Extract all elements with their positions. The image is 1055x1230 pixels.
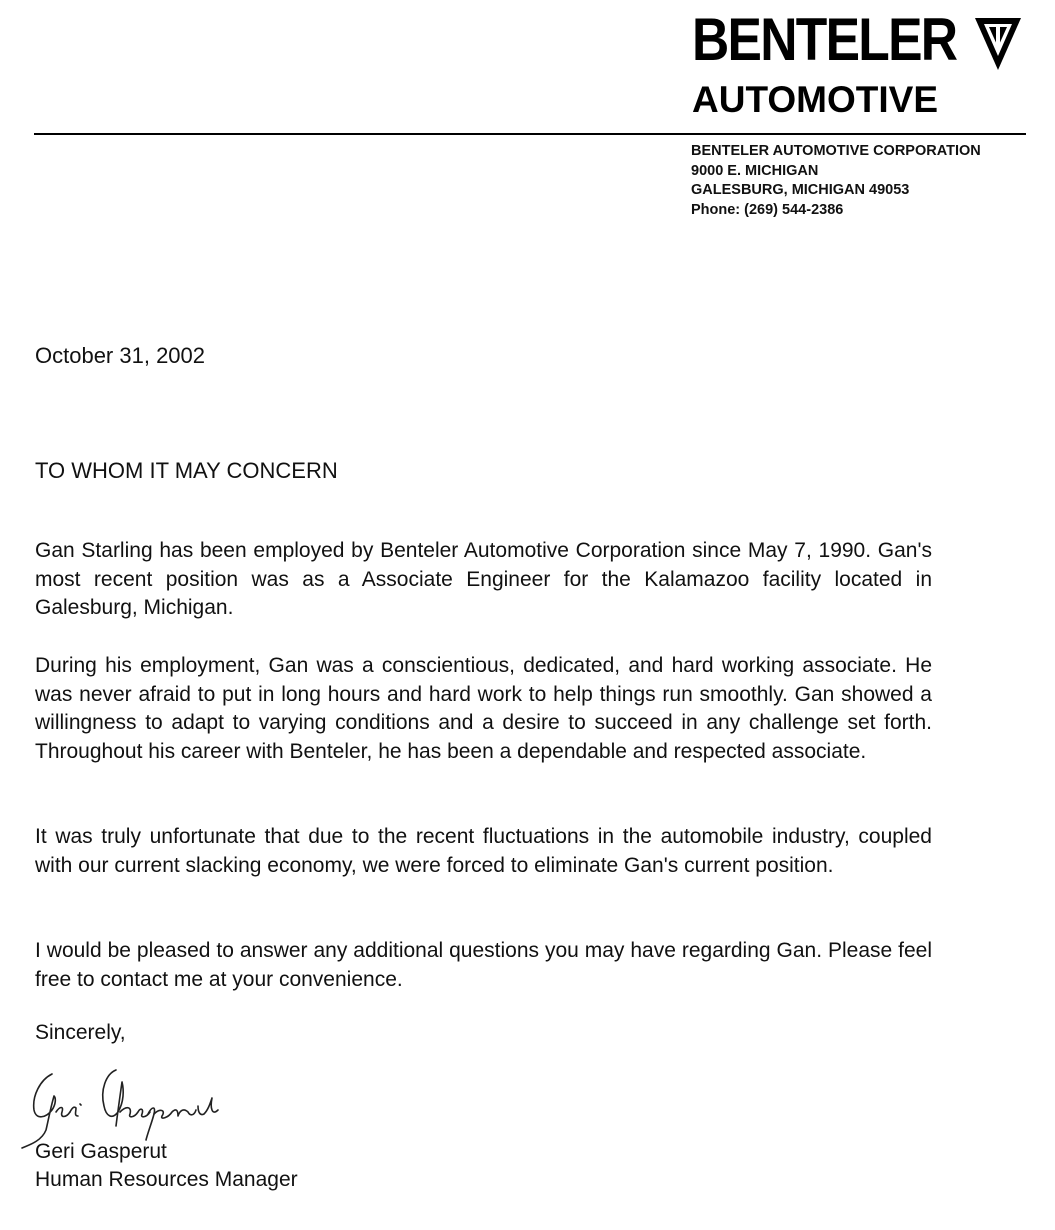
body-paragraph-3: It was truly unfortunate that due to the recent fluctuations in the automobile industry, coupled with our current slacking economy, we were forced to eliminate Gan's current position. <box>35 825 932 877</box>
letterhead-divider <box>34 133 1026 135</box>
signer-block <box>35 1138 298 1194</box>
signer-title: Human Resources Manager <box>35 1168 298 1191</box>
company-address <box>691 142 981 220</box>
body-paragraph-4: I would be pleased to answer any additional questions you may have regarding Gan. Please feel free to contact me at your convenience. <box>35 939 932 991</box>
company-city: GALESBURG, MICHIGAN 49053 <box>691 182 910 198</box>
letter-date: October 31, 2002 <box>35 343 206 368</box>
handwritten-signature <box>20 1060 280 1150</box>
letter-salutation: TO WHOM IT MAY CONCERN <box>35 458 338 483</box>
company-phone: Phone: (269) 544-2386 <box>691 201 844 218</box>
letter-closing: Sincerely, <box>35 1021 126 1044</box>
benteler-triangle-logo-icon <box>973 14 1023 74</box>
signer-name: Geri Gasperut <box>35 1140 167 1163</box>
company-name: BENTELER AUTOMOTIVE CORPORATION <box>691 143 981 159</box>
company-street: 9000 E. MICHIGAN <box>691 162 819 179</box>
letterhead-logo <box>688 8 1033 118</box>
body-paragraph-1: Gan Starling has been employed by Benteler Automotive Corporation since May 7, 1990. Gan's most recent position was as a Associate Engineer for the Kalamazoo facility located in Galesburg, Michigan. <box>35 539 932 619</box>
logo-wordmark: BENTELER <box>692 6 957 73</box>
logo-subtitle: AUTOMOTIVE <box>692 79 938 120</box>
body-paragraph-2: During his employment, Gan was a conscientious, dedicated, and hard working associate. He was never afraid to put in long hours and hard work to help things run smoothly. Gan showed a willingness to adapt to varying conditions and a desire to succeed in any challenge set forth. Throughout his career with Benteler, he has been a dependable and respected associate. <box>35 654 932 763</box>
